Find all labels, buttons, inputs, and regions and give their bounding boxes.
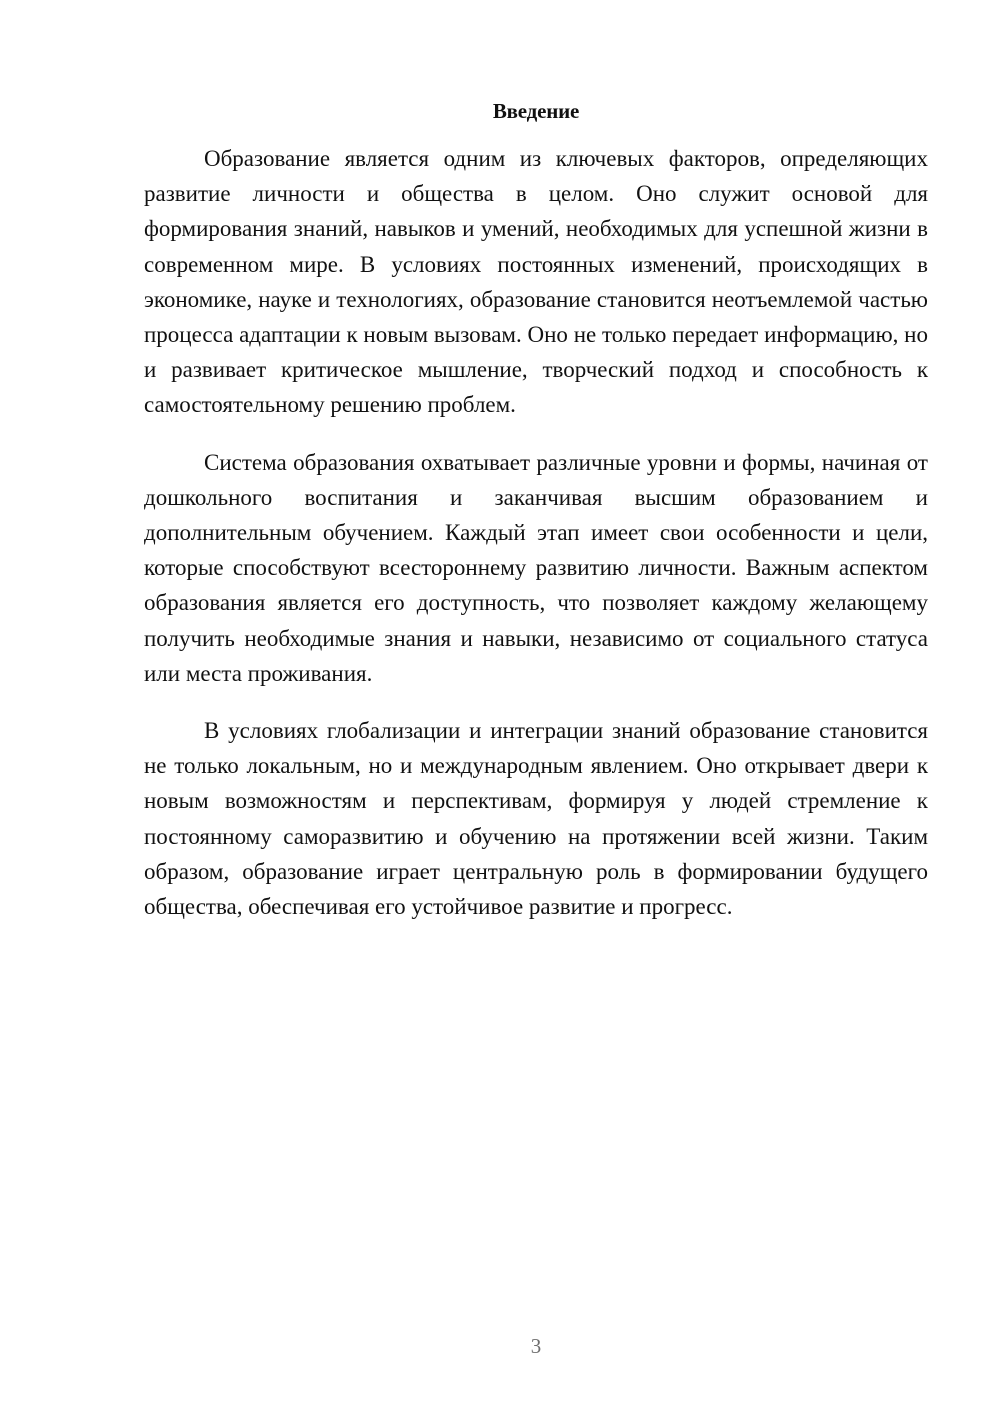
- page-number: 3: [530, 1334, 542, 1358]
- section-heading: Введение: [492, 99, 580, 123]
- paragraph-3: В условиях глобализации и интеграции знаний образование становится не только локальным, но и международным явлением. Оно открывает двери к новым возможностям и перспективам, формируя у людей стремление к постоянному саморазвитию и обучению на протяжении всей жизни. Таким образом, образование играет центральную роль в формировании будущего общества, обеспечивая его устойчивое развитие и прогресс.: [144, 718, 928, 920]
- body-text: [144, 141, 928, 946]
- paragraph-2: Система образования охватывает различные уровни и формы, начиная от дошкольного воспитания и заканчивая высшим образованием и дополнительным обучением. Каждый этап имеет свои особенности и цели, которые способствуют всестороннему развитию личности. Важным аспектом образования является его доступность, что позволяет каждому желающему получить необходимые знания и навыки, независимо от социального статуса или места проживания.: [144, 449, 928, 686]
- paragraph-1: Образование является одним из ключевых факторов, определяющих развитие личности и общества в целом. Оно служит основой для формирования знаний, навыков и умений, необходимых для успешной жизни в современном мире. В условиях постоянных изменений, происходящих в экономике, науке и технологиях, образование становится неотъемлемой частью процесса адаптации к новым вызовам. Оно не только передает информацию, но и развивает критическое мышление, творческий подход и способность к самостоятельному решению проблем.: [144, 146, 928, 418]
